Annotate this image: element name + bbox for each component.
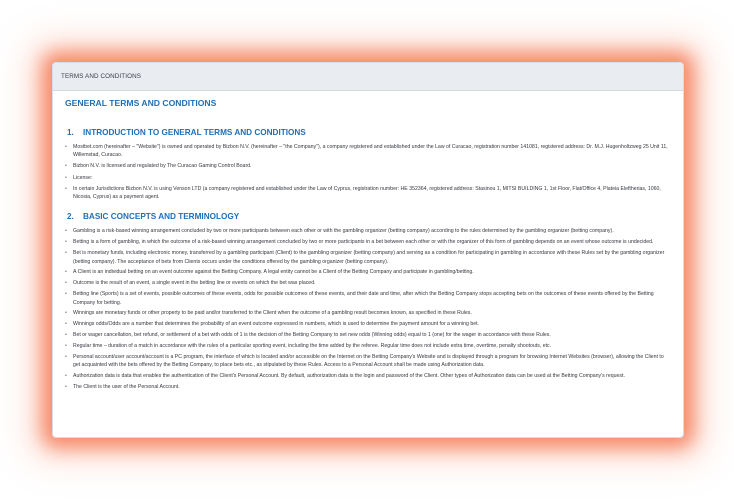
list-item: • In certain Jurisdictions Bizbon N.V. is using Venson LTD (a company registered and established under the Law of Cyprus, registration number: HE 352364, registered address: Stasinou 1, MITSI BUILDING 1, 1st Floor, Flat/Office 4, Plateia Eleftherias, 1060, Nicosia, Cyprus) as a payment agent. — [65, 185, 671, 202]
list-item: • Bizbon N.V. is licensed and regulated by The Curacao Gaming Control Board. — [65, 162, 671, 170]
list-item: • Betting line (Sports) is a set of events, possible outcomes of these events, odds for possible outcomes of these events, and their date and time, after which the Betting Company stops accepting bets on the outcomes of these events offered by the Betting Company for betting. — [65, 290, 671, 307]
list-item: • The Client is the user of the Personal Account. — [65, 383, 671, 391]
list-item: • Gambling is a risk-based winning arrangement concluded by two or more participants between each other or with the gambling organizer (betting company) according to the rules determined by the gambling organizer (betting company). — [65, 227, 671, 235]
list-item: • Betting is a form of gambling, in which the outcome of a risk-based winning arrangement concluded by two or more participants in a bet between each other or with the organizer of this form of gambling depends on an event whose outcome is undecided. — [65, 238, 671, 246]
section-heading — [67, 212, 671, 221]
section-heading — [67, 128, 671, 137]
list-item: • Regular time – duration of a match in accordance with the rules of a particular sporting event, including the time added by the referee. Regular time does not include extra time, overtime, penalty shootouts, etc. — [65, 342, 671, 350]
section-title: INTRODUCTION TO GENERAL TERMS AND CONDITIONS — [83, 128, 306, 137]
terms-panel — [52, 62, 684, 438]
section-number: 2. — [67, 212, 74, 222]
list-item: • Winnings odds/Odds are a number that determines the probability of an event outcome expressed in numbers, which is used to determine the payment amount for a winning bet. — [65, 320, 671, 328]
list-item: • License: — [65, 174, 671, 182]
list-item: • A Client is an individual betting on an event outcome against the Betting Company. A legal entity cannot be a Client of the Betting Company and participate in gambling/betting. — [65, 268, 671, 276]
list-item: • Bet is monetary funds, including electronic money, transferred by a gambling participant (Client) to the gambling organizer (betting company) and serving as a condition for participating in gambling in accordance with these Rules set by the gambling organizer (betting company). The acceptance of bets from Clients occurs under the conditions offered by the gambling organizer (betting company). — [65, 249, 671, 266]
terms-content — [53, 91, 683, 391]
list-item: • Winnings are monetary funds or other property to be paid and/or transferred to the Client when the outcome of a gambling result becomes known, as specified in these Rules. — [65, 309, 671, 317]
list-item: • Outcome is the result of an event, a single event in the betting line or events on which the bet was placed. — [65, 279, 671, 287]
list-item: • Bet or wager cancellation, bet refund, or settlement of a bet with odds of 1 is the decision of the Betting Company to set new odds (Winning odds) equal to 1 (one) for the wager in accordance with these Rules. — [65, 331, 671, 339]
list-item: • Authorization data is data that enables the authentication of the Client's Personal Account. By default, authorization data is the login and password of the Client. Other types of Authorization data can be used at the Betting Company's request. — [65, 372, 671, 380]
section-list — [65, 227, 671, 391]
list-item: • Personal account/user account/account is a PC program, the interface of which is located and/or accessible on the Internet on the Betting Company's Website and is displayed through a program for browsing Internet Websites (browser), allowing the Client to get acquainted with the bets offered by the Betting Company, to place bets etc., as stipulated by these Rules. Access to a Personal Account shall be made using Authorization data. — [65, 353, 671, 370]
section-introduction — [65, 128, 671, 201]
page-title: GENERAL TERMS AND CONDITIONS — [65, 98, 217, 108]
section-title: BASIC CONCEPTS AND TERMINOLOGY — [83, 212, 240, 222]
section-number: 1. — [67, 128, 74, 137]
list-item: • Mostbet.com (hereinafter – "Website") is owned and operated by Bizbon N.V. (hereinafter – "the Company"), a company registered and established under the Law of Curacao, registration number 141081, registered address: Dr. M.J. Hugenholtzweg 25 Unit 11, Willemstad, Curacao. — [65, 143, 671, 160]
panel-header — [53, 63, 683, 91]
section-basic-concepts — [65, 212, 671, 391]
panel-header-label: TERMS AND CONDITIONS — [61, 73, 142, 80]
section-list — [65, 143, 671, 201]
